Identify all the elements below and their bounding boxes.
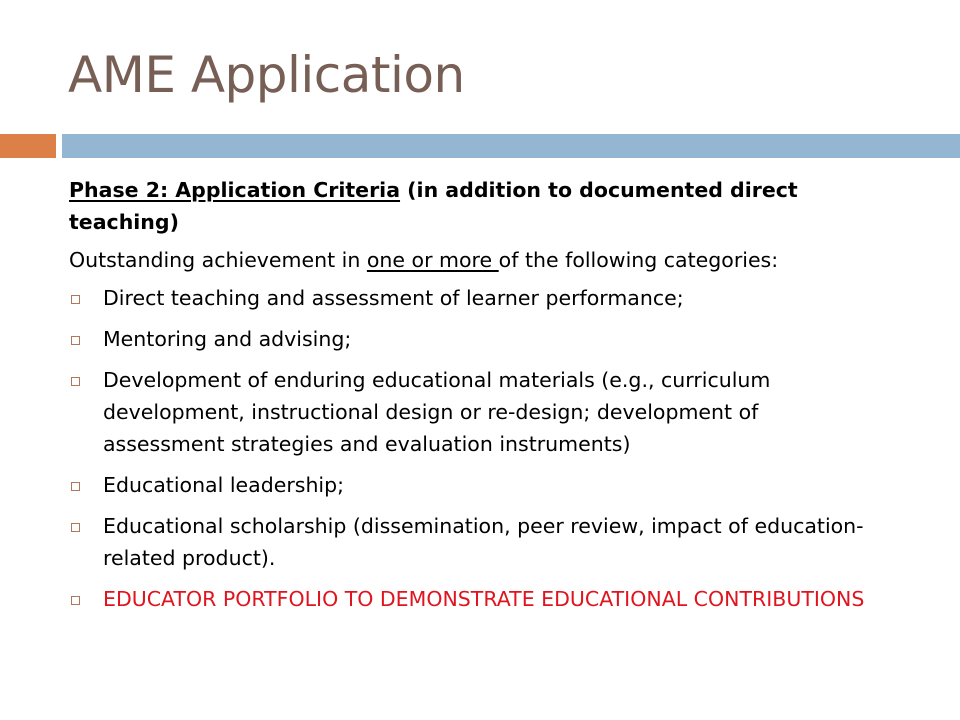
- intro-after: of the following categories:: [498, 248, 779, 272]
- list-item: [69, 282, 869, 314]
- list-item-highlight: [69, 583, 869, 615]
- list-item: [69, 510, 869, 574]
- square-bullet-icon: [71, 377, 80, 386]
- accent-bar-orange: [0, 134, 56, 158]
- square-bullet-icon: [71, 482, 80, 491]
- square-bullet-icon: [71, 295, 80, 304]
- list-item-text: Mentoring and advising;: [103, 327, 352, 351]
- square-bullet-icon: [71, 596, 80, 605]
- list-item-text: Direct teaching and assessment of learner performance;: [103, 286, 684, 310]
- criteria-heading-underlined: Phase 2: Application Criteria: [69, 178, 401, 202]
- list-item-text: EDUCATOR PORTFOLIO TO DEMONSTRATE EDUCATIONAL CONTRIBUTIONS: [103, 587, 865, 611]
- accent-bar-blue: [62, 134, 960, 158]
- intro-line: [69, 244, 869, 276]
- list-item: [69, 364, 869, 460]
- list-item-text: Educational leadership;: [103, 473, 345, 497]
- slide-title: AME Application: [68, 46, 465, 104]
- list-item: [69, 323, 869, 355]
- slide-body: [69, 174, 869, 624]
- criteria-heading-rest: (in addition to documented direct teaching): [69, 178, 798, 234]
- list-item-text: Educational scholarship (dissemination, peer review, impact of education-related product).: [103, 514, 864, 570]
- square-bullet-icon: [71, 336, 80, 345]
- square-bullet-icon: [71, 523, 80, 532]
- list-item: [69, 469, 869, 501]
- list-item-text: Development of enduring educational materials (e.g., curriculum development, instructional design or re-design; development of assessment strategies and evaluation instruments): [103, 368, 771, 456]
- intro-before: Outstanding achievement in: [69, 248, 367, 272]
- criteria-heading: [69, 174, 869, 238]
- intro-underlined: one or more: [366, 248, 499, 272]
